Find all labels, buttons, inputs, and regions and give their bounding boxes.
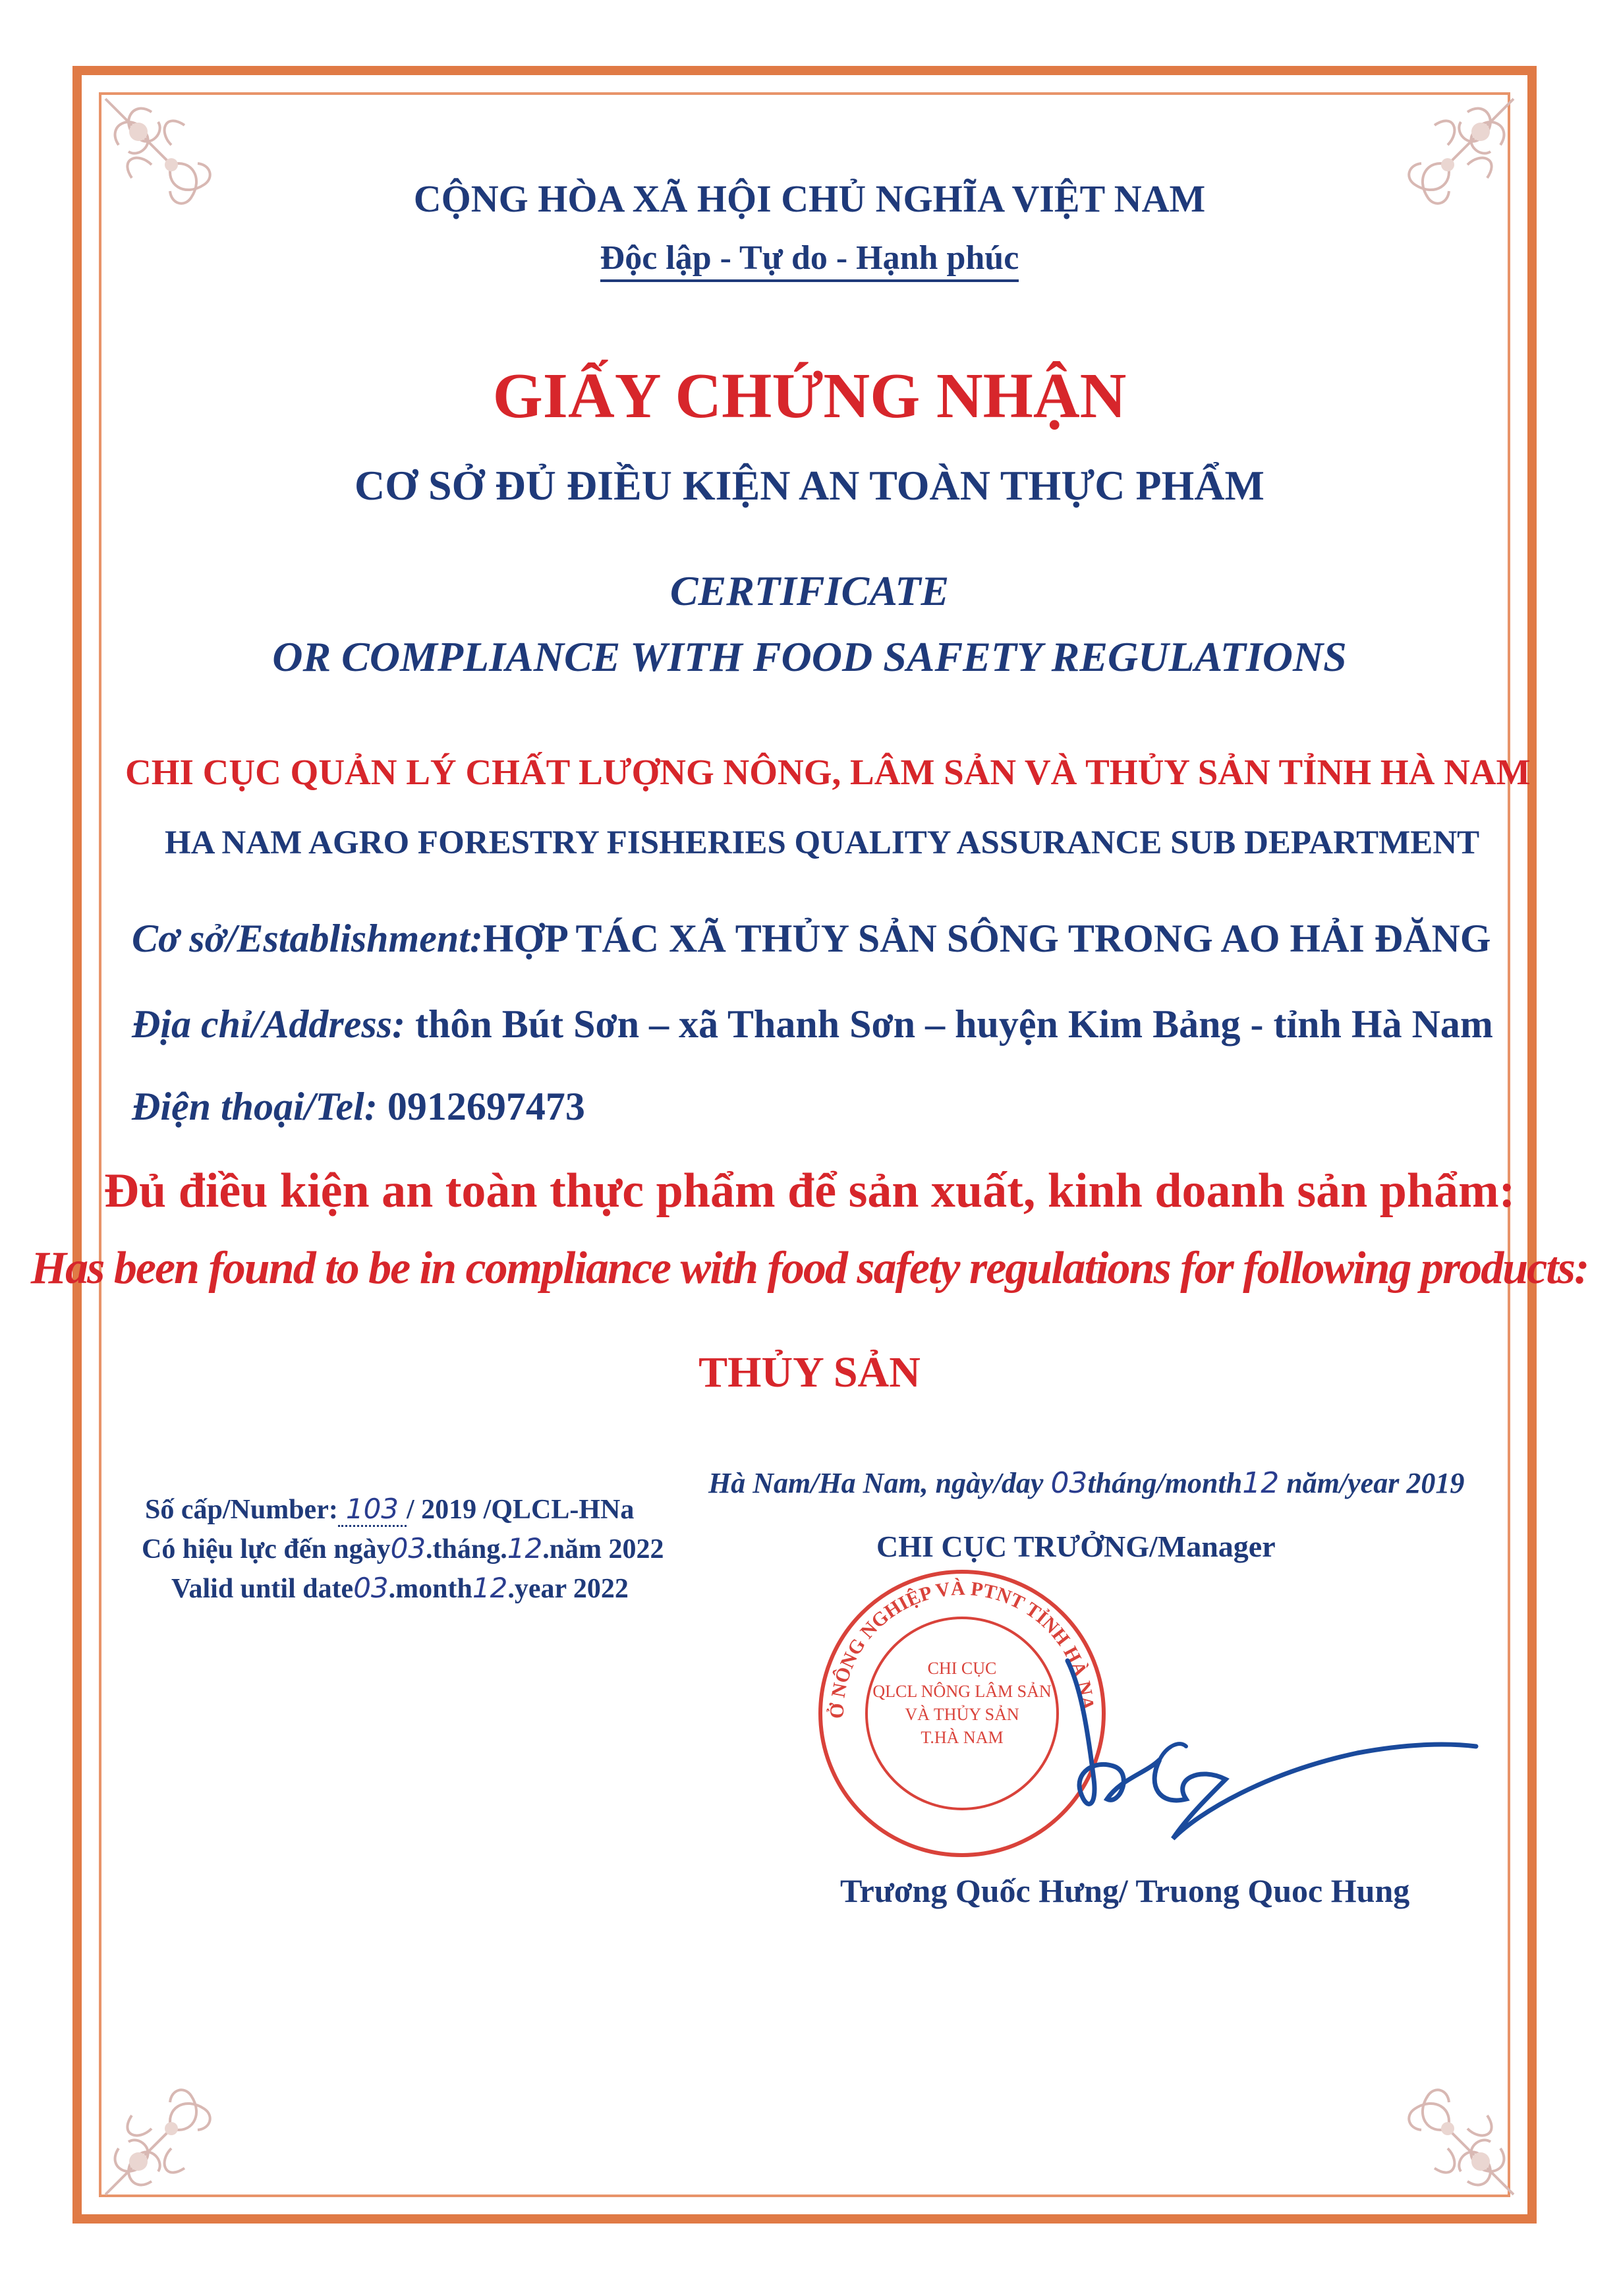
number-value: 103 bbox=[345, 1493, 399, 1525]
declaration-vn: Đủ điều kiện an toàn thực phẩm để sản xuất, kinh doanh sản phẩm: bbox=[103, 1164, 1516, 1218]
valid-en-month: 12 bbox=[472, 1572, 508, 1604]
tel-label: Điện thoại/Tel: bbox=[132, 1085, 378, 1128]
svg-text:QLCL NÔNG LÂM SẢN: QLCL NÔNG LÂM SẢN bbox=[872, 1682, 1052, 1701]
svg-text:SỞ NÔNG NGHIỆP VÀ PTNT TỈNH HÀ: Ở NÔNG NGHIỆP VÀ PTNT TỈNH HÀ NA bbox=[826, 1577, 1098, 1719]
valid-en-month-label: month bbox=[395, 1574, 472, 1604]
agency-name-en: HA NAM AGRO FORESTRY FISHERIES QUALITY ASSURANCE SUB DEPARTMENT bbox=[165, 824, 1480, 861]
tel-field bbox=[132, 1084, 585, 1130]
place-prefix: Hà Nam/Ha Nam, ngày/day bbox=[708, 1467, 1044, 1499]
corner-ornament-icon bbox=[92, 2050, 250, 2208]
sign-day: 03 bbox=[1050, 1466, 1088, 1500]
product-name: THỦY SẢN bbox=[698, 1348, 921, 1396]
number-label: Số cấp/Number: bbox=[145, 1495, 338, 1525]
manager-signature bbox=[988, 1648, 1489, 1845]
valid-vn-month-label: tháng bbox=[432, 1534, 501, 1564]
certificate-title-en: CERTIFICATE bbox=[669, 567, 950, 614]
valid-en-prefix: Valid until date bbox=[171, 1574, 354, 1604]
year-label: năm/year 2019 bbox=[1286, 1467, 1465, 1499]
establishment-label: Cơ sở/Establishment: bbox=[132, 917, 483, 960]
valid-en-year: year 2022 bbox=[514, 1574, 629, 1604]
signer-name: Trương Quốc Hưng/ Truong Quoc Hung bbox=[840, 1872, 1410, 1909]
certificate-number bbox=[145, 1493, 634, 1526]
valid-vn-year: năm 2022 bbox=[549, 1534, 664, 1564]
tel-value: 0912697473 bbox=[387, 1085, 585, 1128]
national-name: CỘNG HÒA XÃ HỘI CHỦ NGHĨA VIỆT NAM bbox=[413, 177, 1206, 220]
svg-text:T.HÀ NAM: T.HÀ NAM bbox=[921, 1728, 1004, 1747]
valid-en-day: 03 bbox=[353, 1572, 389, 1604]
motto-text: Độc lập - Tự do - Hạnh phúc bbox=[600, 239, 1019, 282]
address-field bbox=[132, 1002, 1493, 1047]
month-label: tháng/month bbox=[1087, 1467, 1243, 1499]
address-label: Địa chỉ/Address: bbox=[132, 1002, 406, 1046]
manager-title: CHI CỤC TRƯỞNG/Manager bbox=[876, 1530, 1276, 1563]
valid-until-en: Valid until date03.month12.year 2022 bbox=[171, 1572, 629, 1604]
address-value: thôn Bút Sơn – xã Thanh Sơn – huyện Kim Bảng - tỉnh Hà Nam bbox=[415, 1002, 1493, 1046]
establishment-field bbox=[132, 916, 1491, 961]
valid-day: 03 bbox=[390, 1532, 426, 1564]
number-suffix: / 2019 /QLCL-HNa bbox=[407, 1495, 635, 1525]
certificate-subtitle: CƠ SỞ ĐỦ ĐIỀU KIỆN AN TOÀN THỰC PHẨM bbox=[355, 462, 1264, 509]
place-date bbox=[708, 1466, 1464, 1500]
certificate-title: GIẤY CHỨNG NHẬN bbox=[492, 360, 1127, 432]
valid-month: 12 bbox=[507, 1532, 543, 1564]
certificate-subtitle-en: OR COMPLIANCE WITH FOOD SAFETY REGULATIONS bbox=[272, 633, 1347, 680]
establishment-value: HỢP TÁC XÃ THỦY SẢN SÔNG TRONG AO HẢI ĐĂNG bbox=[482, 917, 1491, 960]
corner-ornament-icon bbox=[1369, 2050, 1527, 2208]
agency-name-vn: CHI CỤC QUẢN LÝ CHẤT LƯỢNG NÔNG, LÂM SẢN VÀ THỦY SẢN TỈNH HÀ NAM bbox=[125, 752, 1531, 792]
svg-text:VÀ THỦY SẢN: VÀ THỦY SẢN bbox=[905, 1705, 1019, 1724]
valid-until-vn: Có hiệu lực đến ngày03.tháng.12.năm 2022 bbox=[142, 1532, 664, 1564]
national-motto bbox=[0, 239, 1619, 277]
declaration-en: Has been found to be in compliance with food safety regulations for following products: bbox=[30, 1243, 1589, 1294]
svg-text:CHI CỤC: CHI CỤC bbox=[927, 1659, 997, 1678]
valid-vn-prefix: Có hiệu lực đến ngày bbox=[142, 1534, 391, 1564]
sign-month: 12 bbox=[1242, 1466, 1280, 1500]
